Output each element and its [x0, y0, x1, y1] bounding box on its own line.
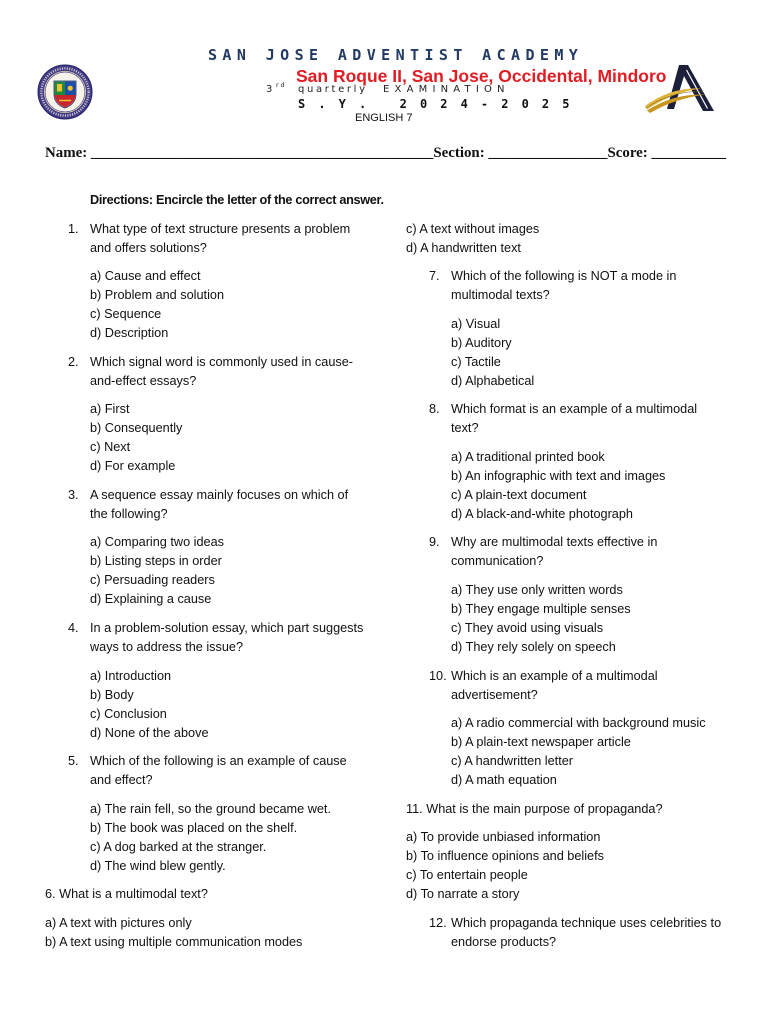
question-number: 8. — [429, 402, 440, 417]
answer-option: a) The rain fell, so the ground became wet. — [90, 801, 331, 816]
logo-letter-a — [667, 65, 714, 111]
question-item — [406, 667, 721, 791]
question-number: 9. — [429, 535, 440, 550]
directions: Directions: Encircle the letter of the correct answer. — [90, 192, 384, 207]
question-text-line: In a problem-solution essay, which part suggests — [90, 621, 364, 636]
answer-options — [451, 714, 721, 790]
exam-period: quarterly — [298, 84, 368, 95]
school-seal-icon — [37, 64, 93, 120]
question-text-line: What type of text structure presents a problem — [90, 221, 351, 236]
question-stem — [429, 667, 721, 705]
question-text-line: text? — [451, 421, 479, 436]
answer-option: d) To narrate a story — [406, 887, 520, 902]
answer-options — [451, 315, 721, 391]
subject-title: ENGLISH 7 — [355, 112, 413, 124]
answer-option: a) A radio commercial with background music — [451, 716, 706, 731]
answer-options — [451, 581, 721, 657]
question-text-line: multimodal texts? — [451, 288, 550, 303]
answer-option: c) A handwritten letter — [451, 754, 574, 769]
answer-option: a) They use only written words — [451, 583, 623, 598]
question-text-line: A sequence essay mainly focuses on which of — [90, 487, 349, 502]
question-item — [406, 914, 721, 952]
question-stem — [68, 752, 363, 790]
answer-option: c) Next — [90, 440, 131, 455]
answer-option: d) For example — [90, 459, 176, 474]
answer-options — [90, 267, 363, 343]
question-stem — [68, 220, 363, 258]
question-number: 7. — [429, 269, 440, 284]
answer-option: c) A text without images — [406, 221, 540, 236]
answer-options — [90, 667, 363, 743]
question-stem — [429, 400, 721, 438]
question-number: 10. — [429, 668, 447, 683]
score-blank: __________ — [651, 145, 726, 161]
answer-option: b) Consequently — [90, 421, 183, 436]
answer-option: a) Introduction — [90, 668, 172, 683]
question-item — [406, 533, 721, 657]
answer-option: a) A text with pictures only — [45, 916, 192, 931]
question-text-line: and effect? — [90, 773, 153, 788]
exam-type: EXAMINATION — [383, 84, 510, 95]
answer-option: c) They avoid using visuals — [451, 621, 604, 636]
student-info-line — [45, 145, 726, 162]
question-item — [406, 400, 721, 524]
question-text-line: Which signal word is commonly used in cause- — [90, 354, 354, 369]
exam-quarter-suffix: rd — [276, 81, 287, 89]
section-label: Section: — [433, 145, 485, 161]
answer-options — [90, 800, 363, 876]
question-stem — [68, 619, 364, 657]
answer-option: c) To entertain people — [406, 868, 528, 883]
question-text-line: endorse products? — [451, 935, 557, 950]
question-text-line: advertisement? — [451, 687, 538, 702]
question-text-line: Which format is an example of a multimodal — [451, 402, 698, 417]
section-blank: ________________ — [488, 145, 608, 161]
question-text-line: and offers solutions? — [90, 240, 207, 255]
question-text-line: Which of the following is an example of cause — [90, 754, 347, 769]
answer-option: d) A math equation — [451, 773, 557, 788]
question-number: 5. — [68, 754, 79, 769]
answer-option: c) Conclusion — [90, 706, 167, 721]
exam-quarter-number: 3 — [266, 84, 273, 95]
score-label: Score: — [607, 145, 648, 161]
answer-option: d) The wind blew gently. — [90, 858, 226, 873]
answer-option: b) Listing steps in order — [90, 554, 222, 569]
question-number: 2. — [68, 354, 79, 369]
question-stem — [68, 353, 363, 391]
question-text-line: the following? — [90, 506, 168, 521]
answer-option: a) To provide unbiased information — [406, 830, 601, 845]
answer-option: b) The book was placed on the shelf. — [90, 820, 298, 835]
question-item — [406, 800, 721, 905]
right-question-column — [406, 220, 721, 953]
answer-option: b) Auditory — [451, 335, 512, 350]
answer-options — [90, 400, 363, 476]
answer-option: b) They engage multiple senses — [451, 602, 631, 617]
answer-options — [451, 448, 721, 524]
answer-option: d) Alphabetical — [451, 373, 535, 388]
question-number: 4. — [68, 621, 79, 636]
answer-option: b) Problem and solution — [90, 288, 224, 303]
name-label: Name: — [45, 145, 88, 161]
question-text-line: 6. What is a multimodal text? — [45, 887, 208, 902]
question-item — [45, 885, 363, 952]
answer-option: d) A black-and-white photograph — [451, 506, 633, 521]
answer-option: b) An infographic with text and images — [451, 468, 666, 483]
question-item — [45, 752, 363, 876]
question-stem — [68, 486, 363, 524]
answer-options — [90, 533, 363, 609]
answer-option: d) They rely solely on speech — [451, 640, 616, 655]
question-number: 3. — [68, 487, 79, 502]
answer-options-continued — [406, 220, 721, 258]
school-address: San Roque II, San Jose, Occidental, Mindoro — [296, 66, 667, 86]
question-stem — [429, 533, 721, 571]
question-number: 1. — [68, 221, 79, 236]
question-text-line: 11. What is the main purpose of propaganda? — [406, 801, 663, 816]
question-text-line: Which of the following is NOT a mode in — [451, 269, 677, 284]
answer-option: b) To influence opinions and beliefs — [406, 849, 604, 864]
question-stem — [429, 914, 722, 952]
answer-option: a) Cause and effect — [90, 269, 201, 284]
left-question-column — [45, 220, 363, 953]
answer-options — [406, 828, 721, 904]
question-stem — [406, 800, 721, 819]
answer-options — [406, 220, 721, 258]
school-year: S.Y. 2024-2025 — [298, 97, 583, 111]
answer-option: c) A plain-text document — [451, 487, 587, 502]
question-item — [45, 619, 363, 743]
answer-option: b) Body — [90, 687, 134, 702]
question-text-line: Which is an example of a multimodal — [451, 668, 658, 683]
answer-option: b) A plain-text newspaper article — [451, 735, 631, 750]
answer-option: a) Comparing two ideas — [90, 535, 224, 550]
question-text-line: and-effect essays? — [90, 373, 197, 388]
answer-options — [45, 914, 363, 952]
question-text-line: communication? — [451, 554, 544, 569]
question-text-line: Which propaganda technique uses celebrities to — [451, 916, 722, 931]
question-item — [45, 220, 363, 344]
answer-option: c) Sequence — [90, 307, 162, 322]
answer-option: a) A traditional printed book — [451, 449, 605, 464]
question-item — [45, 353, 363, 477]
answer-option: b) A text using multiple communication modes — [45, 935, 303, 950]
question-item — [406, 267, 721, 391]
answer-option: c) A dog barked at the stranger. — [90, 839, 267, 854]
school-name: SAN JOSE ADVENTIST ACADEMY — [208, 46, 584, 64]
name-blank: ______________________________________________ — [90, 145, 434, 161]
question-text-line: Why are multimodal texts effective in — [451, 535, 658, 550]
question-stem — [45, 885, 363, 904]
answer-option: d) Explaining a cause — [90, 592, 212, 607]
answer-option: a) Visual — [451, 316, 501, 331]
question-text-line: ways to address the issue? — [90, 640, 244, 655]
answer-option: c) Persuading readers — [90, 573, 215, 588]
answer-option: d) None of the above — [90, 725, 209, 740]
answer-option: a) First — [90, 402, 130, 417]
question-number: 12. — [429, 916, 447, 931]
question-item — [45, 486, 363, 610]
question-stem — [429, 267, 721, 305]
answer-option: d) Description — [90, 326, 169, 341]
answer-option: d) A handwritten text — [406, 240, 521, 255]
answer-option: c) Tactile — [451, 354, 501, 369]
